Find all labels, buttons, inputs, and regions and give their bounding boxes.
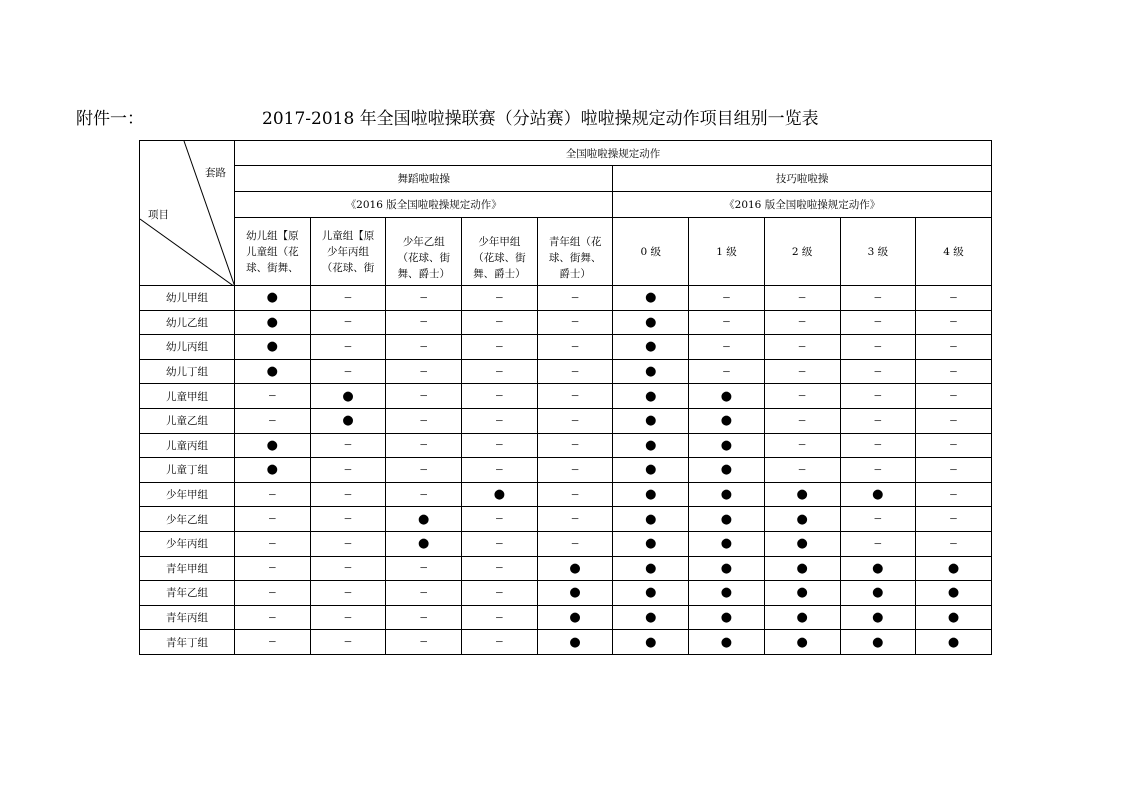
- selected-dot-cell: ●: [689, 408, 765, 433]
- empty-dash-cell: −: [386, 581, 462, 606]
- selected-dot-cell: ●: [689, 507, 765, 532]
- empty-dash-cell: −: [537, 359, 613, 384]
- empty-dash-cell: −: [764, 458, 840, 483]
- empty-dash-cell: −: [916, 286, 992, 311]
- empty-dash-cell: −: [764, 310, 840, 335]
- row-label: 青年甲组: [140, 556, 235, 581]
- empty-dash-cell: −: [916, 359, 992, 384]
- selected-dot-cell: ●: [764, 507, 840, 532]
- empty-dash-cell: −: [386, 286, 462, 311]
- selected-dot-cell: ●: [840, 605, 916, 630]
- empty-dash-cell: −: [537, 482, 613, 507]
- corner-left-label: 项目: [148, 209, 169, 221]
- empty-dash-cell: −: [840, 433, 916, 458]
- table-row: [140, 482, 992, 507]
- table-row: [140, 335, 992, 360]
- empty-dash-cell: −: [310, 630, 386, 655]
- selected-dot-cell: ●: [613, 531, 689, 556]
- selected-dot-cell: ●: [613, 286, 689, 311]
- empty-dash-cell: −: [916, 507, 992, 532]
- empty-dash-cell: −: [235, 556, 311, 581]
- empty-dash-cell: −: [462, 286, 538, 311]
- selected-dot-cell: ●: [613, 359, 689, 384]
- selected-dot-cell: ●: [462, 482, 538, 507]
- selected-dot-cell: ●: [613, 630, 689, 655]
- empty-dash-cell: −: [310, 507, 386, 532]
- table-row: [140, 310, 992, 335]
- skill-col-header: 2 级: [764, 218, 840, 286]
- selected-dot-cell: ●: [916, 581, 992, 606]
- empty-dash-cell: −: [462, 310, 538, 335]
- empty-dash-cell: −: [537, 408, 613, 433]
- empty-dash-cell: −: [537, 433, 613, 458]
- table-row: [140, 408, 992, 433]
- empty-dash-cell: −: [386, 310, 462, 335]
- row-label: 少年乙组: [140, 507, 235, 532]
- empty-dash-cell: −: [689, 359, 765, 384]
- empty-dash-cell: −: [462, 359, 538, 384]
- empty-dash-cell: −: [840, 384, 916, 409]
- empty-dash-cell: −: [537, 286, 613, 311]
- empty-dash-cell: −: [462, 630, 538, 655]
- empty-dash-cell: −: [462, 458, 538, 483]
- empty-dash-cell: −: [840, 286, 916, 311]
- empty-dash-cell: −: [764, 335, 840, 360]
- selected-dot-cell: ●: [613, 408, 689, 433]
- empty-dash-cell: −: [386, 359, 462, 384]
- selected-dot-cell: ●: [689, 384, 765, 409]
- empty-dash-cell: −: [840, 531, 916, 556]
- empty-dash-cell: −: [310, 581, 386, 606]
- table-row: [140, 458, 992, 483]
- empty-dash-cell: −: [386, 482, 462, 507]
- empty-dash-cell: −: [462, 605, 538, 630]
- selected-dot-cell: ●: [764, 556, 840, 581]
- selected-dot-cell: ●: [386, 507, 462, 532]
- selected-dot-cell: ●: [235, 310, 311, 335]
- empty-dash-cell: −: [235, 384, 311, 409]
- selected-dot-cell: ●: [613, 384, 689, 409]
- empty-dash-cell: −: [916, 335, 992, 360]
- selected-dot-cell: ●: [613, 556, 689, 581]
- empty-dash-cell: −: [386, 408, 462, 433]
- selected-dot-cell: ●: [537, 581, 613, 606]
- empty-dash-cell: −: [764, 286, 840, 311]
- empty-dash-cell: −: [386, 458, 462, 483]
- empty-dash-cell: −: [462, 384, 538, 409]
- empty-dash-cell: −: [462, 408, 538, 433]
- dance-col-header: 幼儿组【原 儿童组（花 球、街舞、: [235, 218, 311, 286]
- selected-dot-cell: ●: [764, 531, 840, 556]
- empty-dash-cell: −: [916, 458, 992, 483]
- empty-dash-cell: −: [462, 433, 538, 458]
- table-row: [140, 531, 992, 556]
- empty-dash-cell: −: [916, 384, 992, 409]
- dance-col-header: 少年甲组 （花球、街 舞、爵士）: [462, 218, 538, 286]
- empty-dash-cell: −: [386, 335, 462, 360]
- selected-dot-cell: ●: [613, 433, 689, 458]
- selected-dot-cell: ●: [689, 605, 765, 630]
- empty-dash-cell: −: [840, 335, 916, 360]
- table-row: [140, 630, 992, 655]
- corner-cell: [140, 141, 235, 286]
- row-label: 幼儿丙组: [140, 335, 235, 360]
- empty-dash-cell: −: [462, 581, 538, 606]
- selected-dot-cell: ●: [613, 335, 689, 360]
- empty-dash-cell: −: [916, 433, 992, 458]
- empty-dash-cell: −: [764, 433, 840, 458]
- selected-dot-cell: ●: [537, 556, 613, 581]
- corner-top-label: 套路: [205, 167, 226, 179]
- selected-dot-cell: ●: [689, 482, 765, 507]
- table-row: [140, 433, 992, 458]
- empty-dash-cell: −: [462, 531, 538, 556]
- row-label: 青年乙组: [140, 581, 235, 606]
- selected-dot-cell: ●: [916, 630, 992, 655]
- selected-dot-cell: ●: [689, 581, 765, 606]
- table-row: [140, 359, 992, 384]
- empty-dash-cell: −: [537, 507, 613, 532]
- empty-dash-cell: −: [310, 458, 386, 483]
- empty-dash-cell: −: [916, 310, 992, 335]
- empty-dash-cell: −: [235, 605, 311, 630]
- selected-dot-cell: ●: [764, 605, 840, 630]
- empty-dash-cell: −: [310, 605, 386, 630]
- empty-dash-cell: −: [840, 359, 916, 384]
- empty-dash-cell: −: [689, 310, 765, 335]
- empty-dash-cell: −: [764, 408, 840, 433]
- skill-col-header: 4 级: [916, 218, 992, 286]
- selected-dot-cell: ●: [613, 482, 689, 507]
- selected-dot-cell: ●: [689, 630, 765, 655]
- row-label: 儿童丁组: [140, 458, 235, 483]
- empty-dash-cell: −: [689, 286, 765, 311]
- dance-col-header: 少年乙组 （花球、街 舞、爵士）: [386, 218, 462, 286]
- selected-dot-cell: ●: [235, 458, 311, 483]
- row-label: 少年甲组: [140, 482, 235, 507]
- empty-dash-cell: −: [310, 310, 386, 335]
- selected-dot-cell: ●: [613, 605, 689, 630]
- empty-dash-cell: −: [235, 531, 311, 556]
- selected-dot-cell: ●: [310, 408, 386, 433]
- selected-dot-cell: ●: [613, 581, 689, 606]
- empty-dash-cell: −: [916, 531, 992, 556]
- empty-dash-cell: −: [840, 310, 916, 335]
- selected-dot-cell: ●: [537, 630, 613, 655]
- empty-dash-cell: −: [537, 384, 613, 409]
- selected-dot-cell: ●: [689, 556, 765, 581]
- empty-dash-cell: −: [310, 286, 386, 311]
- empty-dash-cell: −: [235, 408, 311, 433]
- empty-dash-cell: −: [689, 335, 765, 360]
- empty-dash-cell: −: [537, 310, 613, 335]
- selected-dot-cell: ●: [386, 531, 462, 556]
- empty-dash-cell: −: [916, 408, 992, 433]
- table-row: [140, 286, 992, 311]
- empty-dash-cell: −: [840, 408, 916, 433]
- row-label: 青年丁组: [140, 630, 235, 655]
- empty-dash-cell: −: [235, 630, 311, 655]
- selected-dot-cell: ●: [613, 310, 689, 335]
- empty-dash-cell: −: [386, 630, 462, 655]
- empty-dash-cell: −: [537, 531, 613, 556]
- empty-dash-cell: −: [310, 359, 386, 384]
- selected-dot-cell: ●: [764, 581, 840, 606]
- skill-col-header: 3 级: [840, 218, 916, 286]
- skill-col-header: 0 级: [613, 218, 689, 286]
- empty-dash-cell: −: [386, 384, 462, 409]
- selected-dot-cell: ●: [235, 433, 311, 458]
- row-label: 儿童乙组: [140, 408, 235, 433]
- table-row: [140, 605, 992, 630]
- group-table: [139, 140, 992, 655]
- empty-dash-cell: −: [235, 507, 311, 532]
- dance-header: 舞蹈啦啦操: [235, 166, 613, 192]
- selected-dot-cell: ●: [235, 335, 311, 360]
- row-label: 儿童丙组: [140, 433, 235, 458]
- selected-dot-cell: ●: [613, 507, 689, 532]
- attachment-label: 附件一：: [76, 109, 144, 129]
- top-header: 全国啦啦操规定动作: [235, 141, 992, 166]
- dance-col-header: 儿童组【原 少年丙组 （花球、街: [310, 218, 386, 286]
- table-row: [140, 556, 992, 581]
- selected-dot-cell: ●: [689, 458, 765, 483]
- empty-dash-cell: −: [537, 335, 613, 360]
- table-row: [140, 581, 992, 606]
- selected-dot-cell: ●: [235, 286, 311, 311]
- selected-dot-cell: ●: [310, 384, 386, 409]
- table-body: [140, 286, 992, 655]
- empty-dash-cell: −: [764, 359, 840, 384]
- skill-col-header: 1 级: [689, 218, 765, 286]
- dance-edition: 《2016 版全国啦啦操规定动作》: [235, 192, 613, 218]
- table-row: [140, 384, 992, 409]
- empty-dash-cell: −: [310, 482, 386, 507]
- empty-dash-cell: −: [462, 556, 538, 581]
- empty-dash-cell: −: [537, 458, 613, 483]
- selected-dot-cell: ●: [840, 482, 916, 507]
- selected-dot-cell: ●: [613, 458, 689, 483]
- skill-header: 技巧啦啦操: [613, 166, 991, 192]
- empty-dash-cell: −: [840, 458, 916, 483]
- row-label: 幼儿丁组: [140, 359, 235, 384]
- empty-dash-cell: −: [310, 531, 386, 556]
- empty-dash-cell: −: [310, 433, 386, 458]
- selected-dot-cell: ●: [689, 531, 765, 556]
- empty-dash-cell: −: [235, 581, 311, 606]
- empty-dash-cell: −: [310, 556, 386, 581]
- selected-dot-cell: ●: [840, 556, 916, 581]
- selected-dot-cell: ●: [916, 605, 992, 630]
- row-label: 儿童甲组: [140, 384, 235, 409]
- page-title: 2017-2018 年全国啦啦操联赛（分站赛）啦啦操规定动作项目组别一览表: [262, 109, 819, 129]
- selected-dot-cell: ●: [840, 581, 916, 606]
- row-label: 青年丙组: [140, 605, 235, 630]
- selected-dot-cell: ●: [916, 556, 992, 581]
- row-label: 幼儿乙组: [140, 310, 235, 335]
- table-row: [140, 507, 992, 532]
- selected-dot-cell: ●: [764, 630, 840, 655]
- empty-dash-cell: −: [840, 507, 916, 532]
- empty-dash-cell: −: [764, 384, 840, 409]
- empty-dash-cell: −: [310, 335, 386, 360]
- empty-dash-cell: −: [386, 556, 462, 581]
- selected-dot-cell: ●: [537, 605, 613, 630]
- empty-dash-cell: −: [462, 335, 538, 360]
- skill-edition: 《2016 版全国啦啦操规定动作》: [613, 192, 991, 218]
- empty-dash-cell: −: [386, 605, 462, 630]
- empty-dash-cell: −: [462, 507, 538, 532]
- row-label: 幼儿甲组: [140, 286, 235, 311]
- selected-dot-cell: ●: [689, 433, 765, 458]
- row-label: 少年丙组: [140, 531, 235, 556]
- empty-dash-cell: −: [386, 433, 462, 458]
- dance-col-header: 青年组（花 球、街舞、 爵士）: [537, 218, 613, 286]
- selected-dot-cell: ●: [235, 359, 311, 384]
- selected-dot-cell: ●: [764, 482, 840, 507]
- selected-dot-cell: ●: [840, 630, 916, 655]
- empty-dash-cell: −: [916, 482, 992, 507]
- empty-dash-cell: −: [235, 482, 311, 507]
